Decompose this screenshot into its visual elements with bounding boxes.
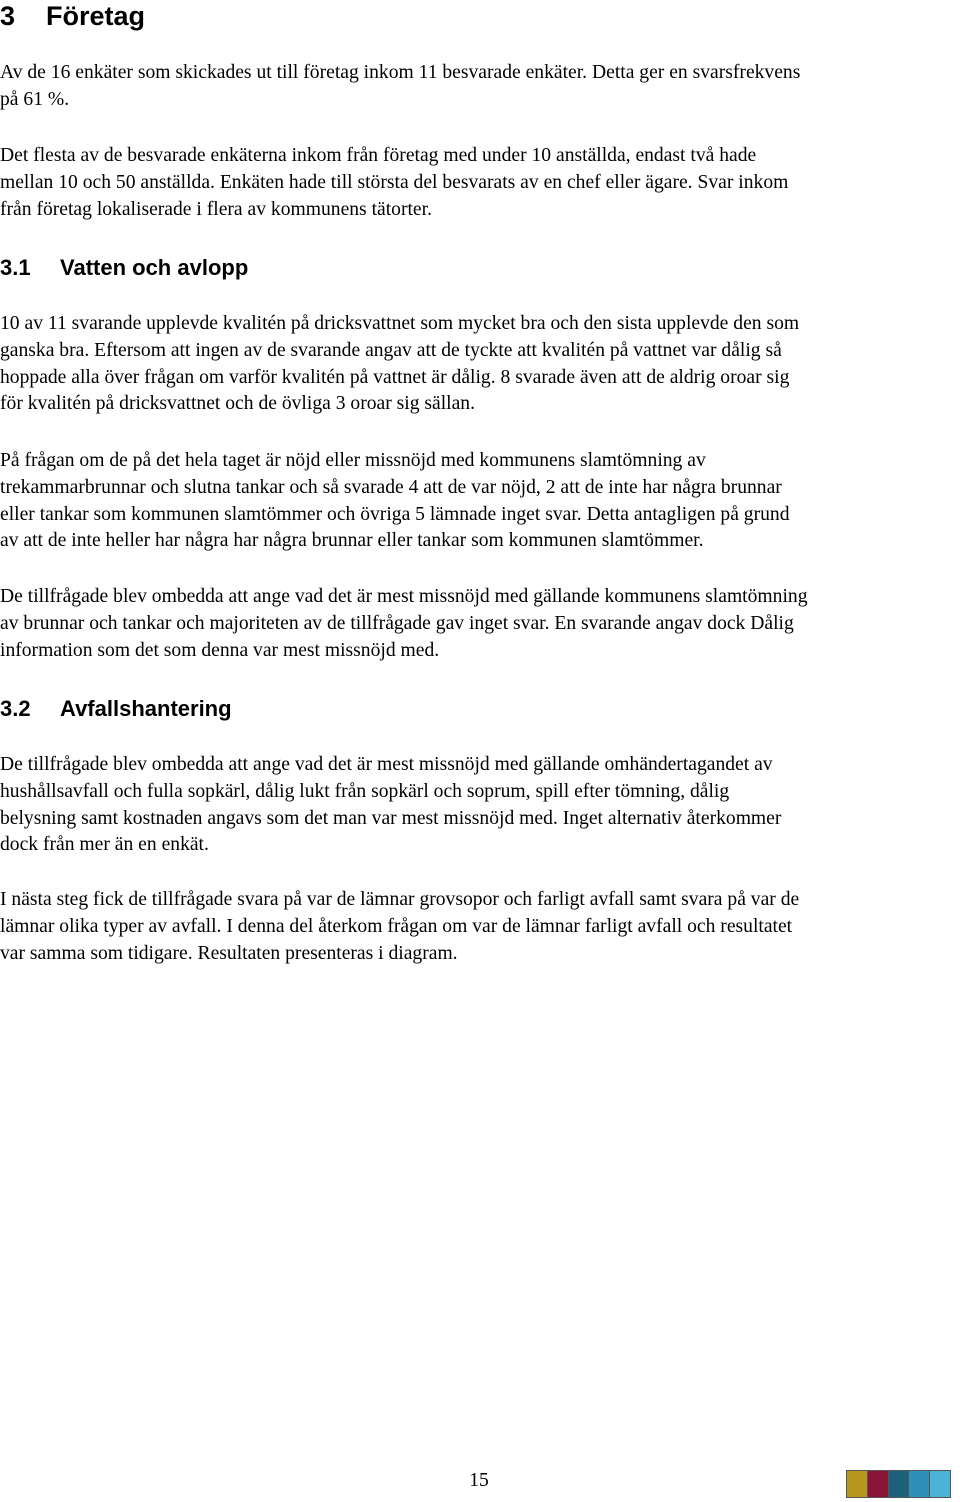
paragraph-line: I nästa steg fick de tillfrågade svara på var de lämnar grovsopor och farligt avfall samt svara på var de	[0, 889, 800, 910]
paragraph-line: ganska bra. Eftersom att ingen av de svarande angav att de tyckte att kvalitén på vattnet var dålig så	[0, 339, 782, 361]
paragraph-line: dock från mer än en enkät.	[0, 834, 209, 856]
paragraph-line: eller tankar som kommunen slamtömmer och övriga 5 lämnade inget svar. Detta antagligen på grund	[0, 503, 790, 525]
water-paragraph-2	[0, 448, 958, 555]
paragraph-line: information som det som denna var mest missnöjd med.	[0, 639, 440, 661]
paragraph-line: Av de 16 enkäter som skickades ut till företag inkom 11 besvarade enkäter. Detta ger en svarsfrekvens	[0, 62, 801, 83]
subsection-number: 3.1	[0, 255, 31, 280]
paragraph-line: var samma som tidigare. Resultaten presenteras i diagram.	[0, 942, 458, 964]
section-number: 3	[0, 1, 16, 31]
waste-paragraph-2	[0, 887, 958, 967]
intro-paragraph-1	[0, 60, 958, 114]
water-paragraph-3	[0, 584, 958, 664]
subsection-heading-1	[0, 254, 248, 282]
paragraph-line: 10 av 11 svarande upplevde kvalitén på dricksvattnet som mycket bra och den sista upplevde den som	[0, 313, 800, 334]
paragraph-line: mellan 10 och 50 anställda. Enkäten hade till största del besvarats av en chef eller ägare. Svar inkom	[0, 171, 789, 193]
subsection-heading-2	[0, 695, 232, 723]
page-number: 15	[469, 1470, 489, 1491]
paragraph-line: från företag lokaliserade i flera av kommunens tätorter.	[0, 198, 432, 220]
subsection-number: 3.2	[0, 696, 31, 721]
water-paragraph-1	[0, 311, 958, 418]
paragraph-line: för kvalitén på dricksvattnet och de övliga 3 oroar sig sällan.	[0, 393, 476, 415]
subsection-title: Vatten och avlopp	[60, 255, 249, 280]
paragraph-line: hushållsavfall och fulla sopkärl, dålig lukt från sopkärl och soprum, spill efter tömning, dålig	[0, 780, 730, 802]
paragraph-line: De tillfrågade blev ombedda att ange vad det är mest missnöjd med gällande kommunens slamtömning	[0, 586, 808, 607]
paragraph-line: Det flesta av de besvarade enkäterna inkom från företag med under 10 anställda, endast två hade	[0, 145, 757, 166]
paragraph-line: av att de inte heller har några har några brunnar eller tankar som kommunen slamtömmer.	[0, 530, 704, 552]
paragraph-line: på 61 %.	[0, 88, 70, 110]
footer-color-bar	[846, 1470, 951, 1498]
paragraph-line: De tillfrågade blev ombedda att ange vad det är mest missnöjd med gällande omhändertagandet av	[0, 754, 773, 775]
paragraph-line: trekammarbrunnar och slutna tankar och så svarade 4 att de var nöjd, 2 att de inte har några brunnar	[0, 476, 782, 498]
paragraph-line: hoppade alla över frågan om varför kvalitén på vattnet är dålig. 8 svarade även att de aldrig oroar sig	[0, 366, 790, 388]
subsection-title: Avfallshantering	[60, 696, 232, 721]
color-swatch	[909, 1471, 930, 1497]
intro-paragraph-2	[0, 143, 958, 223]
section-title: Företag	[46, 1, 146, 31]
paragraph-line: lämnar olika typer av avfall. I denna del återkom frågan om var de lämnar farligt avfall och resultatet	[0, 915, 793, 937]
paragraph-line: På frågan om de på det hela taget är nöjd eller missnöjd med kommunens slamtömning av	[0, 450, 706, 471]
paragraph-line: belysning samt kostnaden angavs som det man var mest missnöjd med. Inget alternativ återkommer	[0, 807, 782, 829]
color-swatch	[868, 1471, 889, 1497]
color-swatch	[847, 1471, 868, 1497]
section-heading	[0, 0, 145, 32]
color-swatch	[889, 1471, 910, 1497]
paragraph-line: av brunnar och tankar och majoriteten av de tillfrågade gav inget svar. En svarande angav dock Dålig	[0, 612, 794, 634]
color-swatch	[930, 1471, 950, 1497]
waste-paragraph-1	[0, 752, 958, 859]
